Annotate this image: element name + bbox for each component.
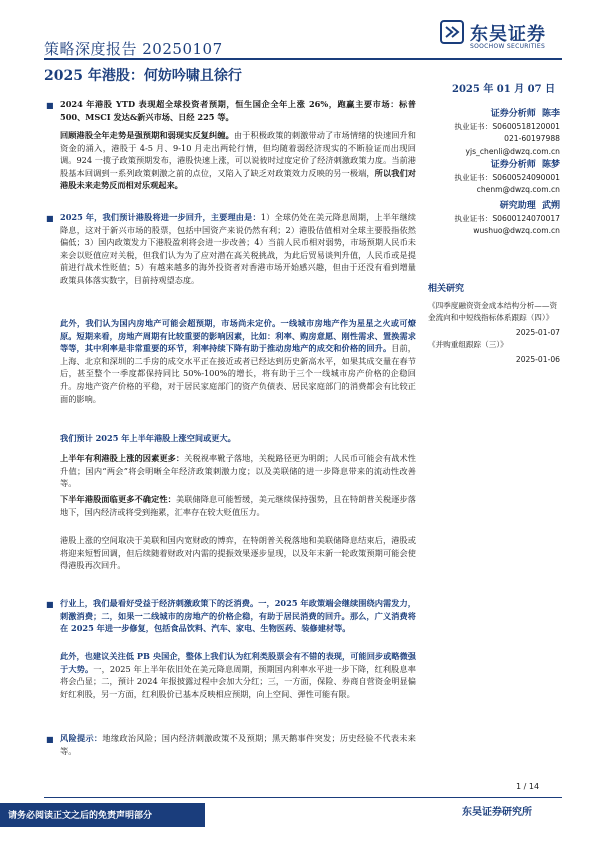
paragraph-space: 港股上涨的空间取决于美联和国内宽财政的博弈，在特朗普关税落地和美联储降息结束后，港股或将迎来短暂回调，但后续随着财政对内需的提振效果逐步显现，以及年末新一轮政策预期可能会使得港股再次回升。	[60, 535, 416, 571]
report-date: 2025 年 01 月 07 日	[452, 84, 556, 95]
company-name: 东吴证券研究所	[462, 807, 532, 818]
analyst-block-2: 证券分析师 陈梦 执业证书：S0600524090001 chenm@dwzq.com.cn	[454, 160, 560, 194]
page-number: 1 / 14	[516, 782, 540, 791]
report-type: 策略深度报告 20250107	[44, 40, 223, 58]
disclaimer-text: 请务必阅读正文之后的免责声明部分	[8, 811, 153, 821]
paragraph-industry: 行业上，我们最看好受益于经济刺激政策下的泛消费。一，2025 年政策端会继续围绕内需发力，刺激消费；二，如果一二线城市的房地产的价格企稳，有助于居民消费的回升。那么，广义消费将在 2025 年进一步修复，包括食品饮料、汽车、家电、生物医药、装修建材等。	[60, 598, 416, 634]
paragraph-reasons: 2025 年，我们预计港股将进一步回升，主要理由是：1）全球仍处在美元降息周期，上半年继续降息，这对于新兴市场的股票，包括中国资产来说仍然有利；2）港股估值相对全球主要股指依然偏低；3）国内政策发力下港股盈利将会进一步改善；4）当前人民币相对弱势，市场预期人民币未来会以贬值应对关税，但我们认为为了应对潜在高关税挑战，为此后贸易谈判升值，人民币或是提前进行战术性贬值；5）有越来越多的海外投资者对香港市场开始感兴趣，但由于还没有看到增量政策具体落实数字，目前持观望态度。	[60, 212, 416, 285]
soochow-logo-icon	[440, 20, 464, 44]
bullet-icon: ■	[46, 214, 54, 223]
report-title: 2025 年港股：何妨吟啸且徐行	[44, 68, 242, 84]
bullet-icon: ■	[46, 735, 54, 744]
paragraph-h1-factors: 上半年有利港股上涨的因素更多：关税视率靴子落地，关税路径更为明朗；人民币可能会有战术性升值；国内“两会”将会明晰全年经济政策刺激力度；以及美联储的进一步降息带来的流动性改善等。	[60, 453, 416, 489]
related-item-2[interactable]: 《并购重组跟踪（三）》	[428, 340, 508, 349]
paragraph-review: 回顾港股全年走势是强预期和弱现实反复纠缠。由于积极政策的刺激带动了市场情绪的快速回升和资金的涌入，港股于 4-5 月、9-10 月走出两轮行情，但均随着弱经济现实的不断验证而出现回调。924 一揽子政策预期发布，港股快速上涨，可以说彼时过度定价了经济刺激政策力度。当前港股基本回调到一系列政策刺激之前的点位，又陷入了缺乏对政策效力反映的另一极端，所以我们对港股未来走势反而相对乐观起来。	[60, 130, 416, 191]
header-divider	[44, 58, 562, 60]
related-research	[428, 283, 560, 366]
analyst-block-3: 研究助理 武朔 执业证书：S0600124070017 wushuo@dwzq.com.cn	[454, 201, 560, 235]
related-date-1: 2025-01-07	[515, 327, 560, 337]
paragraph-summary: 2024 年港股 YTD 表现超全球投资者预期，恒生国企全年上涨 26%，跑赢主要市场：标普 500、MSCI 发达&新兴市场、日经 225 等。	[60, 99, 416, 122]
paragraph-h2-factors: 下半年港股面临更多不确定性：美联储降息可能暂缓，美元继续保持强势，且在特朗普关税逐步落地下，国内经济或将受到拖累，汇率存在较大贬值压力。	[60, 494, 416, 517]
logo-subtext: SOOCHOW SECURITIES	[470, 43, 546, 50]
logo-text: 东吴证券	[470, 24, 546, 45]
related-item-1[interactable]: 《四季度融资资金成本结构分析——资金流向和中短线指标体系跟踪（四）》	[428, 300, 558, 322]
related-heading: 相关研究	[428, 284, 465, 294]
footer-divider	[44, 797, 562, 798]
analyst-block-1: 证券分析师 陈李 执业证书：S0600518120001 021-60197988 yjs_chenli@dwzq.com.cn	[454, 109, 560, 156]
paragraph-property: 此外，我们认为国内房地产可能会超预期，市场尚未定价。一线城市房地产作为星星之火或可燎原。短期来看，房地产周期有比较重要的影响因素，比如：利率、购房意愿、刚性需求、置换需求等等，其中利率是非常重要的环节，利率持续下降有助于推动房地产的成交和价格的回升。目前，上海、北京和深圳的二手房的成交水平正在接近或者已经达到历史新高水平，如果其成交量在春节后，甚至整个一季度都保持同比 50%-100%的增长，将有助于三个一线城市房产价格的企稳回升。房地产资产价格的平稳，对于居民家庭部门的资产负债表、居民家庭部门的消费都会有比较正面的影响。	[60, 318, 416, 404]
bullet-icon: ■	[46, 101, 54, 110]
paragraph-risk: 风险提示：地缘政治风险；国内经济刺激政策不及预期；黑天鹅事件突发；历史经验不代表未来等。	[60, 733, 416, 756]
paragraph-outlook: 我们预计 2025 年上半年港股上涨空间或更大。	[60, 433, 236, 443]
related-date-2: 2025-01-06	[515, 354, 560, 364]
paragraph-dividend: 此外，也建议关注低 PB 央国企，整体上我们认为红利类股票会有不错的表现，可能回步或略微强于大势。一，2025 年上半年依旧处在美元降息周期，预期国内利率水平进一步下降，红利股息率将会凸显；二，預计 2024 年报披露过程中会加大分红；三，一方面，保险、券商自营资金明显偏好红利股，另一方面，红利股价已基本反映相应预期，向上空间、弹性可能有限。	[60, 651, 416, 699]
bullet-icon: ■	[46, 600, 54, 609]
